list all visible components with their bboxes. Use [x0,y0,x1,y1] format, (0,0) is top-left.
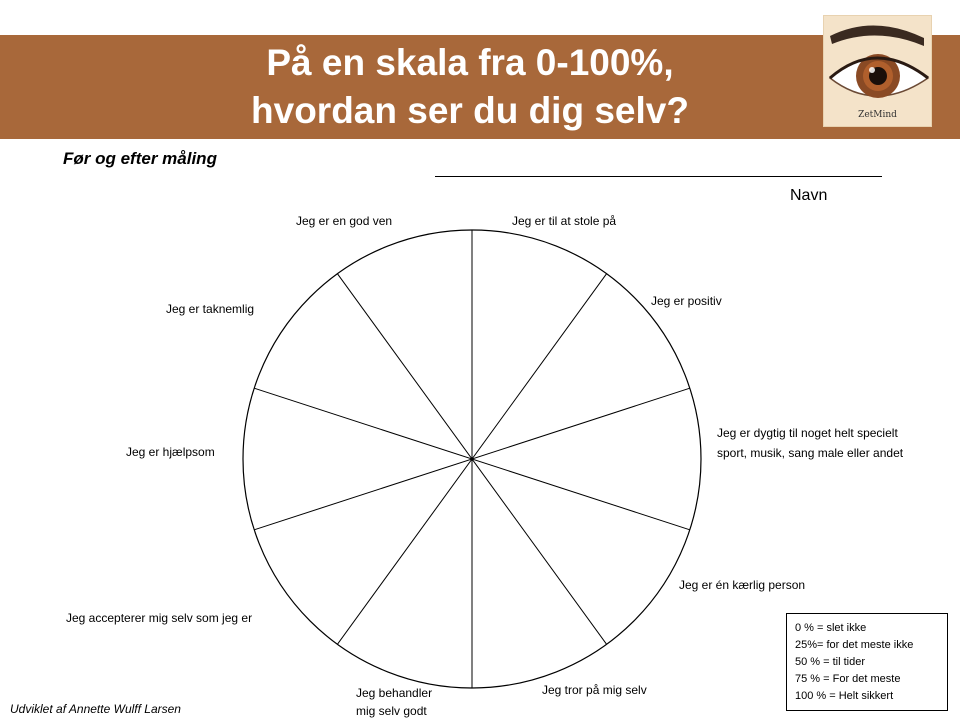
label-accept-self: Jeg accepterer mig selv som jeg er [66,611,253,625]
label-positive: Jeg er positiv [651,294,722,308]
footer-credit: Udviklet af Annette Wulff Larsen [10,702,181,716]
legend-line: 50 % = til tider [795,656,866,668]
scale-legend [786,613,948,711]
title-line-2: hvordan ser du dig selv? [251,90,689,131]
label-grateful: Jeg er taknemlig [166,302,255,316]
label-skilled-line-2: sport, musik, sang male eller andet [717,446,904,460]
label-believe-in-self: Jeg tror på mig selv [542,683,647,697]
label-loving: Jeg er én kærlig person [679,578,806,592]
legend-line: 0 % = slet ikke [795,622,867,634]
label-skilled-line-1: Jeg er dygtig til noget helt specielt [717,426,898,440]
legend-line: 25%= for det meste ikke [795,639,914,651]
label-treat-self-line-2: mig selv godt [356,704,427,718]
label-good-friend: Jeg er en god ven [296,214,393,228]
label-treat-self-line-1: Jeg behandler [356,686,433,700]
legend-line: 75 % = For det meste [795,673,901,685]
label-helpful: Jeg er hjælpsom [126,445,215,459]
name-label: Navn [790,187,828,204]
subtitle: Før og efter måling [63,149,217,168]
title-line-1: På en skala fra 0-100%, [266,42,674,83]
label-trustworthy: Jeg er til at stole på [512,214,617,228]
legend-line: 100 % = Helt sikkert [795,690,894,702]
wheel-spokes [254,230,690,688]
logo-text: ZetMind [858,110,897,120]
